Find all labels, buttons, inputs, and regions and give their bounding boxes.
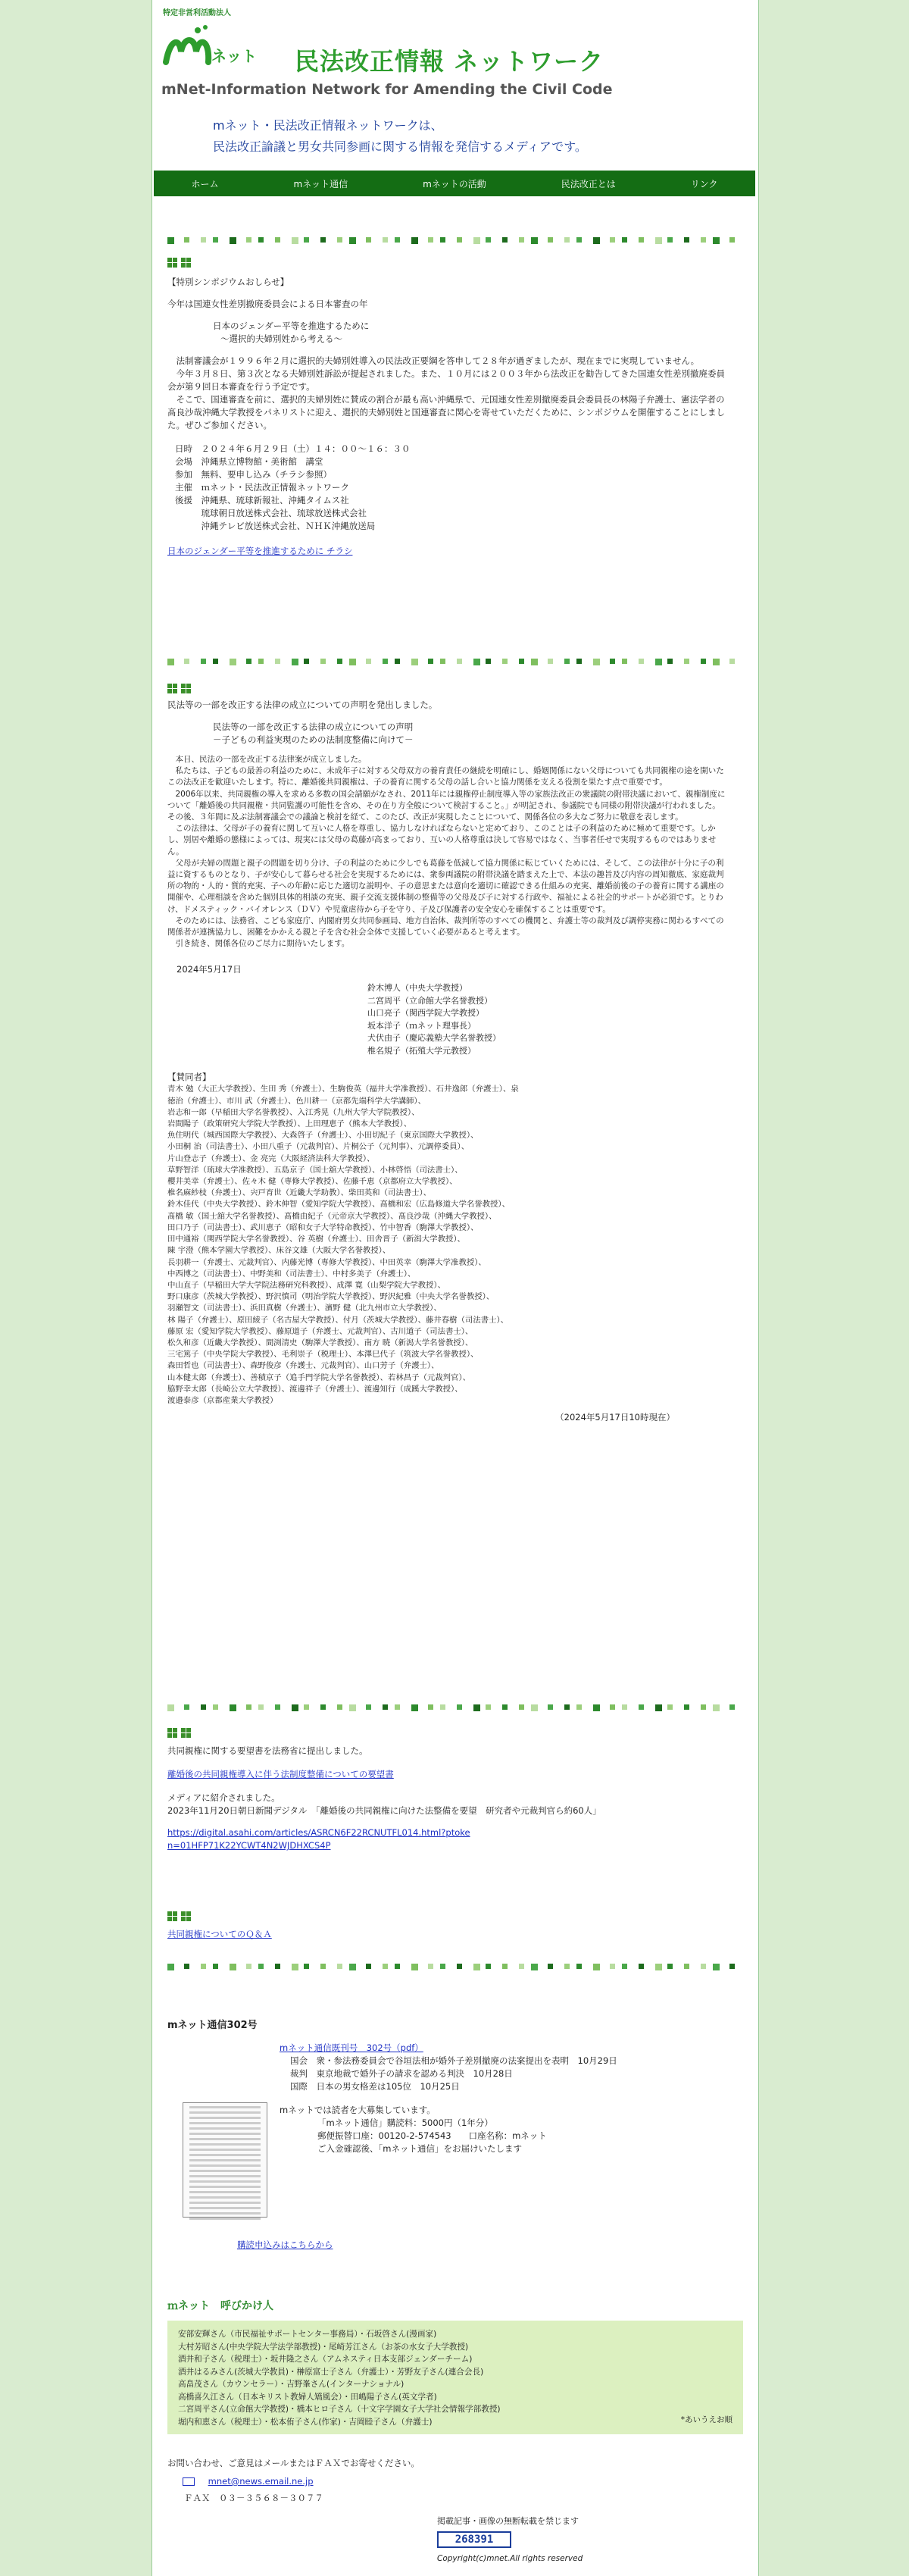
subscription-line: mネットでは読者を大募集しています。	[280, 2105, 436, 2115]
statement-para: 本日、民法の一部を改正する法律案が成立しました。	[167, 755, 367, 764]
supporter-line: 山本健太郎（弁護士）、善積京子（追手門学院大学名誉教授）、若林昌子（元裁判官）、	[167, 1373, 471, 1382]
supporter-line: 櫻井美幸（弁護士）、佐々木 健（専修大学教授）、佐藤千恵（京都府立大学教授）、	[167, 1177, 458, 1187]
newsletter-thumbnail[interactable]	[183, 2102, 267, 2218]
newsletter-pdf-link[interactable]: mネット通信既刊号 302号（pdf）	[280, 2042, 423, 2053]
qa-section	[167, 1928, 728, 1941]
symposium-para-2: 今年３月８日、第３次となる夫婦別姓訴訟が提起されました。また、１０月には２００３年から法改正を勧告してきた国連女性差別撤廃委員会が第９回日本審査を行う予定です。	[167, 368, 725, 392]
logo-title: 民法改正情報 ネットワーク	[295, 47, 604, 76]
supporter-line: 青木 勉（大正大学教授）、生田 秀（弁護士）、生駒俊英（福井大学准教授）、石井逸郎（弁護士）、泉	[167, 1085, 519, 1094]
page	[152, 0, 759, 2576]
signer: 坂本洋子（ｍネット理事長）	[367, 1020, 476, 1031]
request-intro: 共同親権に関する要望書を法務省に提出しました。	[167, 1745, 368, 1756]
detail-line: 日時 ２０２４年６月２９日（土）１４：００～１６：３０	[175, 443, 411, 454]
signer: 椎名規子（拓殖大学元教授）	[367, 1045, 476, 1056]
supporter-line: 長羽耕一（弁護士、元裁判官）、内藤光博（専修大学教授）、中田英幸（駒澤大学准教授）、	[167, 1257, 486, 1267]
statement-title: 民法等の一部を改正する法律の成立についての声明	[213, 721, 414, 732]
signer: 犬伏由子（慶応義塾大学名誉教授）	[367, 1033, 501, 1044]
newsletter-headline: 国際 日本の男女格差は105位 10月25日	[290, 2081, 460, 2092]
supporter-line: 森田哲也（司法書士）、森野俊彦（弁護士、元裁判官）、山口芳子（弁護士）、	[167, 1361, 439, 1371]
subscription-line: 郵便振替口座：00120-2-574543 口座名称：mネット	[317, 2130, 547, 2141]
media-intro: メディアに紹介されました。	[167, 1792, 280, 1803]
qa-link[interactable]: 共同親権についてのＱ＆Ａ	[167, 1929, 272, 1939]
supporter-line: 岩間陽子（政策研究大学院大学教授）、上田理恵子（熊本大学教授）、	[167, 1119, 412, 1129]
supporter-line: 三宅篤子（中央学院大学教授）、毛利崇子（税理士）、本澤巳代子（筑波大学名誉教授）、	[167, 1350, 479, 1360]
call-note: *あいうえお順	[680, 2415, 733, 2424]
divider-band	[167, 658, 743, 665]
statement-para: 私たちは、子どもの最善の利益のために、未成年子に対する父母双方の養育責任の継続を明確にし、婚姻関係にない父母についても共同親権の途を開いたこの法改正を歓迎いたします。特に、離婚後共同親権は、子の養育に関する父母の話し合いと協力関係を支える役割を果たす点で重要です。	[167, 766, 724, 787]
symposium-para-1: 法制審議会が１９９６年２月に選択的夫婦別姓導入の民法改正要綱を答申して２８年が過ぎましたが、現在までに実現していません。	[167, 355, 700, 366]
detail-line: 主催 ｍネット・民法改正情報ネットワーク	[175, 482, 349, 493]
supporter-line: 片山登志子（弁護士）、金 亮完（大阪経済法科大学教授）、	[167, 1153, 375, 1163]
supporter-line: 髙橋 敏（国士舘大学名誉教授）、髙橋由紀子（元帝京大学教授）、髙良沙哉（沖縄大学教授）、	[167, 1211, 497, 1221]
detail-line: 沖縄テレビ放送株式会社、ＮＨＫ沖縄放送局	[175, 521, 376, 531]
detail-line: 参加 無料、要申し込み（チラシ参照）	[175, 469, 332, 480]
clover-icon	[167, 684, 199, 694]
supporter-line: 田口乃子（司法書士）、武川恵子（昭和女子大学特命教授）、竹中智香（駒澤大学教授）、	[167, 1222, 479, 1232]
signer: 二宮周平（立命館大学名誉教授）	[367, 995, 492, 1006]
supporters-heading: 【賛同者】	[167, 1072, 211, 1083]
signers-list	[167, 982, 728, 1057]
email-row	[183, 2475, 743, 2488]
call-title: ｍネット 呼びかけ人	[167, 2300, 273, 2312]
symposium-subtitle-1: 日本のジェンダー平等を推進するために	[213, 321, 370, 331]
supporter-line: 藤原 宏（愛知学院大学教授）、藤原道子（弁護士、元裁判官）、古川道子（司法書士）、	[167, 1326, 473, 1336]
copyright: Copyright(c)mnet.All rights reserved	[437, 2554, 583, 2563]
statement-body	[167, 754, 728, 950]
detail-line: 琉球朝日放送株式会社、琉球放送株式会社	[175, 508, 367, 518]
supporter-line: 松久和彦（近畿大学教授）、間渕清史（駒澤大学教授）、南方 暁（新潟大学名誉教授）、	[167, 1338, 473, 1347]
nav-about-reform[interactable]: 民法改正とは	[561, 178, 616, 189]
supporter-line: 中西博之（司法書士）、中野美和（司法書士）、中村多美子（弁護士）、	[167, 1269, 416, 1279]
subscribe-wrap	[237, 2239, 798, 2252]
main-nav	[154, 171, 755, 196]
symposium-intro: 今年は国連女性差別撤廃委員会による日本審査の年	[167, 299, 368, 309]
contact-text: お問い合わせ、ご意見はメールまたはＦＡＸでお寄せください。	[167, 2458, 420, 2468]
statement-date: 2024年5月17日	[176, 964, 242, 975]
detail-line: 後援 沖縄県、琉球新報社、沖縄タイムス社	[175, 495, 349, 505]
signer: 鈴木博人（中央大学教授）	[367, 983, 467, 994]
supporters-timestamp: （2024年5月17日10時現在）	[555, 1412, 675, 1423]
supporter-line: 椎名麻紗枝（弁護士）、宍戸育世（近畿大学助教）、柴田英和（司法書士）、	[167, 1188, 432, 1198]
divider-band	[167, 236, 743, 244]
call-line: 堀内和恵さん（税理士）・松本侑子さん(作家)・吉岡睦子さん（弁護士)	[178, 2417, 433, 2427]
clover-icon	[167, 258, 199, 268]
newsletter-headline: 国会 衆・参法務委員会で谷垣法相が婚外子差別撤廃の法案提出を表明 10月29日	[290, 2055, 617, 2066]
signer: 山口亮子（関西学院大学教授）	[367, 1008, 484, 1019]
logo-english-title: mNet-Information Network for Amending the Civil Code	[161, 81, 613, 98]
supporter-line: 中山直子（早稲田大学大学院法務研究科教授）、成澤 寛（山梨学院大学教授）、	[167, 1280, 445, 1290]
call-line: 酒井はるみさん(茨城大学教員)・榊原富士子さん（弁護士）・芳野友子さん(連合会長)	[178, 2367, 484, 2377]
clover-icon	[167, 1728, 199, 1739]
nav-newsletter[interactable]: mネット通信	[293, 178, 348, 189]
supporter-line: 徳治（弁護士）、市川 武（弁護士）、色川耕一（京都先端科学大学講師）、	[167, 1096, 426, 1106]
nav-links[interactable]: リンク	[690, 178, 718, 189]
divider-band	[167, 1704, 743, 1711]
supporter-line: 渡邉泰彦（京都産業大学教授）	[167, 1395, 278, 1405]
media-article-link[interactable]: https://digital.asahi.com/articles/ASRCN6F22RCNUTFL014.html?ptoken=01HFP71K22YCWT4N2WJDHXCS4P	[167, 1827, 470, 1851]
supporter-line: 草野智洋（琉球大学准教授）、五島京子（国士舘大学教授）、小林啓悟（司法書士）、	[167, 1165, 463, 1175]
call-line: 酒井和子さん（税理士）・坂井隆之さん（アムネスティ日本支部ジェンダーチーム)	[178, 2355, 473, 2364]
newsletter-title: mネット通信302号	[167, 2020, 258, 2031]
nav-activities[interactable]: mネットの活動	[423, 178, 486, 189]
supporter-line: 岩志和一郎（早稲田大学名誉教授）、入江秀晃（九州大学大学院教授）、	[167, 1107, 420, 1117]
symposium-heading: 【特別シンポジウムおしらせ】	[167, 277, 289, 287]
supporter-line: 鈴木佳代（中央大学教授）、鈴木伸智（愛知学院大学教授）、髙橋和宏（広島修道大学名誉教授）、	[167, 1200, 510, 1210]
call-line: 安部安輝さん（市民福祉サポートセンター事務局）・石坂啓さん(漫画家)	[178, 2330, 437, 2339]
symposium-subtitle-2: ～選択的夫婦別姓から考える～	[220, 333, 342, 344]
lead-text	[213, 115, 587, 158]
supporters-list	[167, 1084, 728, 1407]
statement-para: 引き続き、関係各位のご尽力に期待いたします。	[167, 939, 350, 949]
supporter-line: 小田桐 治（司法書士）、小田八重子（元裁判官）、片桐公子（元判事）、元調停委員）、	[167, 1142, 470, 1152]
call-list	[178, 2328, 501, 2428]
request-section	[167, 1745, 728, 1852]
mail-icon	[183, 2477, 195, 2486]
statement-para: この法律は、父母が子の養育に関して互いに人格を尊重し、協力しなければならないと定めており、このことは子の利益のために極めて重要です。しかし、別居や離婚の態様によっては、現実には父母の葛藤が高まっており、互いの人格尊重は決して容易ではなく、当事者任せで実現するものではありません。	[167, 824, 717, 856]
lead-line-1: mネット・民法改正情報ネットワークは、	[213, 118, 443, 133]
detail-line: 会場 沖縄県立博物館・美術館 講堂	[175, 456, 323, 467]
supporter-line: 野口康彦（茨城大学教授）、野沢慎司（明治学院大学教授）、野沢紀雅（中央大学名誉教授）、	[167, 1292, 495, 1302]
call-line: 高橋喜久江さん（日本キリスト教婦人矯風会）・田嶋陽子さん(英文学者)	[178, 2392, 437, 2402]
supporter-line: 田中通裕（関西学院大学名誉教授）、谷 英樹（弁護士）、田舎晋子（新潟大学教授）、	[167, 1235, 465, 1244]
newsletter-headline: 裁判 東京地裁で婚外子の請求を認める判決 10月28日	[290, 2068, 513, 2079]
clover-icon	[167, 1911, 199, 1922]
lead-line-2: 民法改正論議と男女共同参画に関する情報を発信するメディアです。	[213, 139, 587, 154]
newsletter-info	[280, 2042, 734, 2155]
statement-intro: 民法等の一部を改正する法律の成立についての声明を発出しました。	[167, 700, 438, 710]
copyright-notice: 掲載記事・画像の無断転載を禁じます	[437, 2516, 579, 2526]
call-box	[167, 2321, 743, 2434]
fax-number: ＦＡＸ ０３－３５６８－３０７７	[184, 2493, 323, 2503]
statement-subtitle: －子どもの利益実現のための法制度整備に向けて－	[213, 734, 414, 745]
subscribe-link[interactable]: 購読申込みはこちらから	[237, 2240, 333, 2250]
org-tag: 特定非営利活動法人	[163, 9, 231, 17]
supporter-line: 魚住明代（城西国際大学教授）、大森啓子（弁護士）、小田切紀子（東京国際大学教授）、	[167, 1131, 479, 1141]
subscription-line: ご入金確認後、「mネット通信」をお届けいたします	[317, 2143, 522, 2154]
symposium-details	[167, 443, 728, 533]
supporter-line: 脇野幸太郎（長崎公立大学教授）、渡邊祥子（弁護士）、渡邊知行（成蹊大学教授）、	[167, 1384, 463, 1394]
nav-home[interactable]: ホーム	[191, 178, 219, 189]
statement-para: そのためには、法務省、こども家庭庁、内閣府男女共同参画局、地方自治体、裁判所等のすべての機関と、弁護士等の裁判及び調停実務に関わるすべての関係者が連携協力し、困難をかかえる親と子を含む社会全体で支援していく必要があると考えます。	[167, 916, 724, 937]
media-detail: 2023年11月20日朝日新聞デジタル 「離婚後の共同親権に向けた法整備を要望 研究者や元裁判官ら約60人」	[167, 1805, 601, 1816]
call-line: 高畠茂さん（カウンセラー）・吉野峯さん(インターナショナル)	[178, 2380, 405, 2389]
supporter-line: 陳 宇澄（熊本学園大学教授）、床谷文雄（大阪大学名誉教授）、	[167, 1246, 391, 1256]
subscription-line: 「mネット通信」購読料：5000円（1年分）	[317, 2117, 493, 2128]
symposium-para-3: そこで、国連審査を前に、選択的夫婦別姓に賛成の割合が最も高い沖縄県で、元国連女性差別撤廃委員会委員長の林陽子弁護士、憲法学者の髙良沙哉沖縄大学教授をパネリストに迎え、選択的夫婦別姓と国連審査に関心を寄せていただくために、シンポジウムを開催することにしました。ぜひご参加ください。	[167, 394, 726, 430]
request-link[interactable]: 離婚後の共同親権導入に伴う法制度整備についての要望書	[167, 1769, 394, 1779]
supporter-line: 林 陽子（弁護士）、原田綾子（名古屋大学教授）、付月（茨城大学教授）、藤井春樹（司法書士）、	[167, 1315, 509, 1325]
supporter-line: 羽瀬智文（司法書士）、浜田真樹（弁護士）、濱野 健（北九州市立大学教授）、	[167, 1304, 442, 1313]
logo-mark: ネット	[211, 47, 257, 65]
divider-band	[167, 1963, 743, 1970]
statement-para: 2006年以来、共同親権の導入を求める多数の国会請願がなされ、2011年には親権停止制度導入等の家族法改正の衆議院の附帯決議において、親権制度について「離婚後の共同親権・共同監護の可能性を含め、その在り方全般について検討すること。」が明記され、参議院でも同様の附帯決議が行われました。その後、３年間に及ぶ法制審議会での議論と検討を経て、このたび、改正が実現したことについて、関係各位の多大なご努力に敬意を表します。	[167, 789, 726, 822]
symposium-section	[167, 276, 728, 558]
email-link[interactable]: mnet@news.email.ne.jp	[208, 2476, 314, 2487]
call-line: 大村芳昭さん(中央学院大学法学部教授)・尾崎芳江さん（お茶の水女子大学教授)	[178, 2342, 469, 2352]
flyer-link[interactable]: 日本のジェンダー平等を推進するために チラシ	[167, 546, 353, 556]
visitor-counter: 268391	[437, 2531, 511, 2548]
call-line: 二宮周平さん(立命館大学教授)・橋本ヒロ子さん（十文字学園女子大学社会情報学部教授)	[178, 2405, 501, 2414]
statement-section	[167, 699, 728, 1424]
statement-para: 父母が夫婦の問題と親子の問題を切り分け、子の利益のために少しでも葛藤を低減して協力関係に転じていくためには、そして、この法律が十分に子の利益に資するものとなり、子が安心して暮らせる社会を実現するためには、衆参両議院の附帯決議を踏まえた上で、本法の趣旨及び内容の周知徹底、家庭裁判所の物的・人的・質的充実、子への年齢に応じた適切な説明や、子の意思または意向を適切に確認できる仕組みの充実、離婚前後の子の養育に関する講座の開催や、心理相談を含めた個別具体的相談の充実、親子交流支援体制の整備等の父母及び子に対する行政や、福祉による社会的サポートが必須です。とりわけ、ドメスティック・バイオレンス（ＤＶ）や児童虐待から子を守り、子及び保護者の安全安心を確保することは重要です。	[167, 858, 724, 914]
